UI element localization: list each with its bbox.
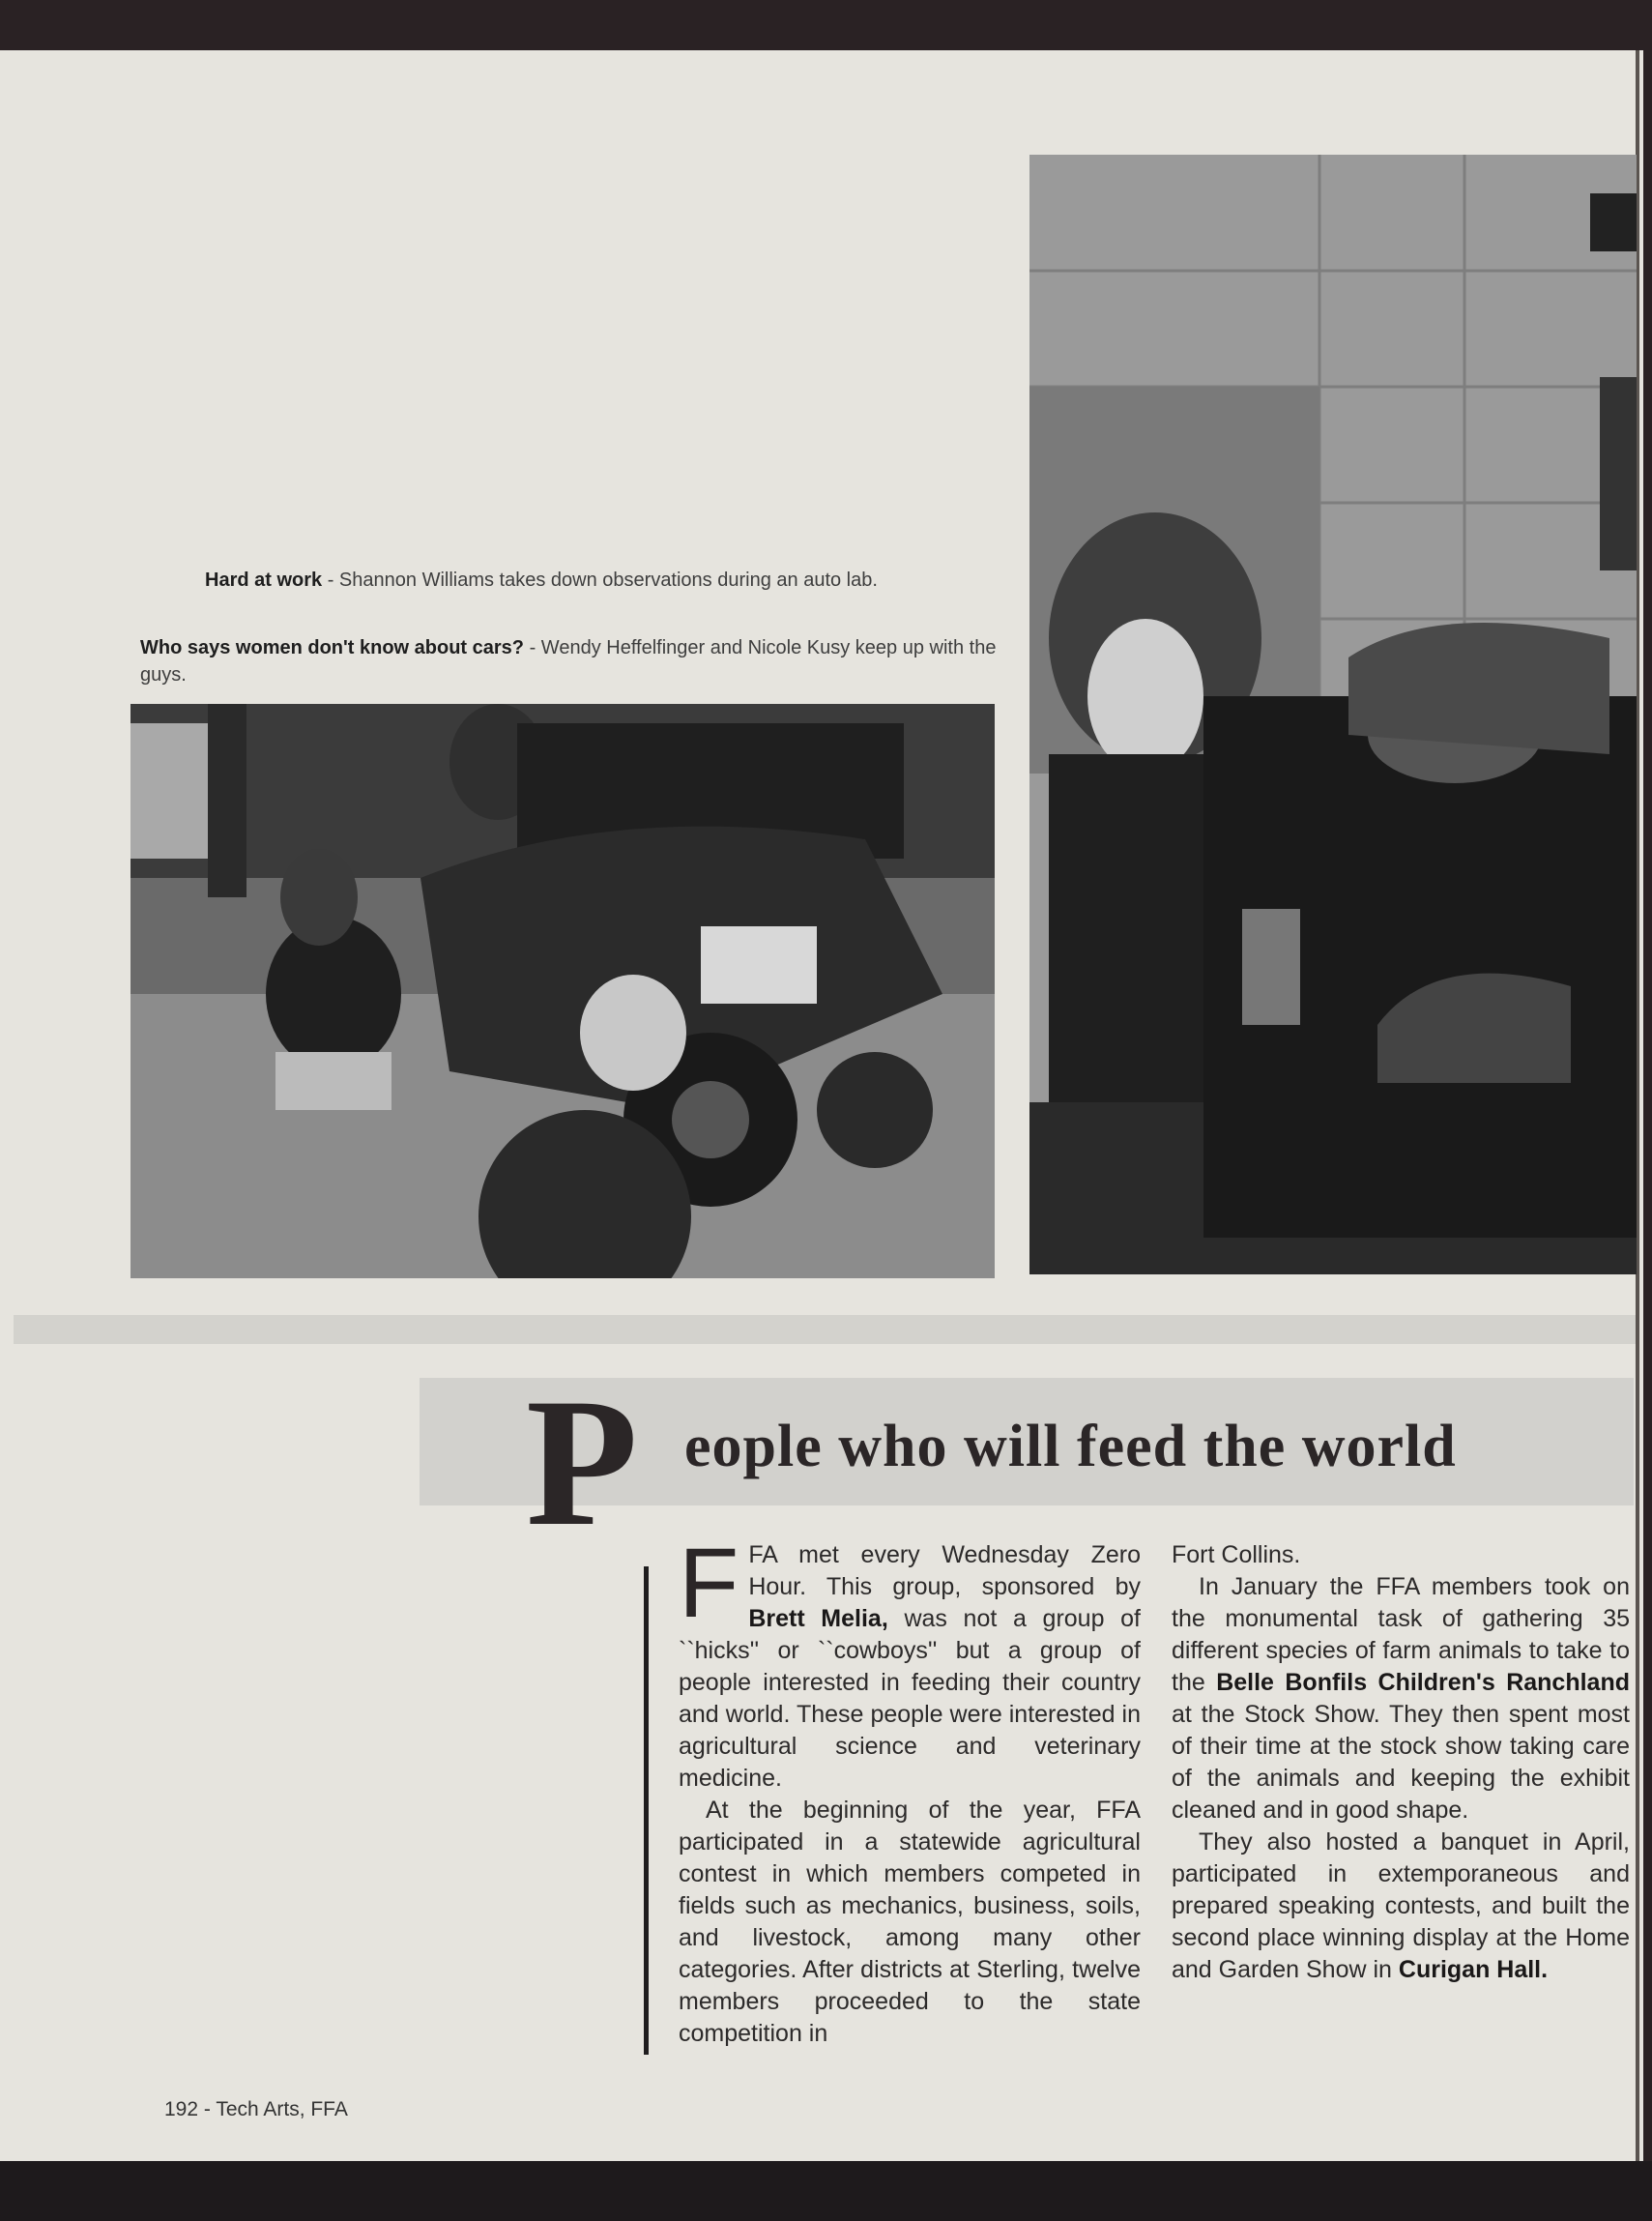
caption-title: Hard at work (205, 570, 323, 591)
advisor-name: Brett Melia, (748, 1605, 888, 1632)
ranchland-name: Belle Bonfils Children's Ranchland (1216, 1669, 1630, 1696)
paragraph (1172, 1571, 1630, 1826)
headline: eople who will feed the world (684, 1414, 1457, 1479)
paragraph (1172, 1826, 1630, 1986)
venue-name: Curigan Hall. (1398, 1956, 1549, 1983)
scan-background (0, 2161, 1652, 2221)
photo-auto-lab (130, 704, 995, 1278)
paragraph-text: FA met every Wednesday Zero Hour. This group, sponsored by (748, 1541, 1141, 1600)
caption-women-cars (140, 634, 1000, 688)
paragraph-text: at the Stock Show. They then spent most of their time at the stock show taking care of the animals and keeping the exhibit cleaned and in good shape. (1172, 1701, 1630, 1824)
caption-hard-at-work (205, 567, 1007, 594)
paragraph-text: They also hosted a banquet in April, participated in extemporaneous and prepared speaking contests, and built the second place winning display at the Home and Garden Show in (1172, 1828, 1630, 1983)
body-dropcap: F (679, 1528, 739, 1638)
paragraph: At the beginning of the year, FFA participated in a statewide agricultural contest in which members competed in fields such as mechanics, business, soils, and livestock, among many other categories. After districts at Sterling, twelve members proceeded to the state competition in (679, 1797, 1141, 2047)
article-rule (644, 1566, 649, 2055)
paragraph: Fort Collins. (1172, 1541, 1301, 1568)
paragraph (679, 1528, 1141, 1795)
paragraph-text: In January the FFA members took on the monumental task of gathering 35 different species of farm animals to take to the (1172, 1573, 1630, 1696)
headline-dropcap: P (526, 1361, 639, 1564)
caption-title: Who says women don't know about cars? (140, 637, 525, 658)
caption-text: - Shannon Williams takes down observations during an auto lab. (322, 570, 878, 591)
article-column-1 (679, 1528, 1141, 2050)
page-folio: 192 - Tech Arts, FFA (164, 2098, 348, 2120)
photo-auto-lab-observations (1029, 155, 1637, 1274)
paragraph-text: was not a group of ``hicks'' or ``cowboys'' but a group of people interested in feeding their country and world. These people were interested in agricultural science and veterinary medicine. (679, 1605, 1141, 1792)
caption-text: - Wendy Heffelfinger and Nicole Kusy keep up with the guys. (140, 637, 997, 686)
divider-band (14, 1315, 1636, 1344)
article-column-2 (1172, 1539, 1630, 1986)
